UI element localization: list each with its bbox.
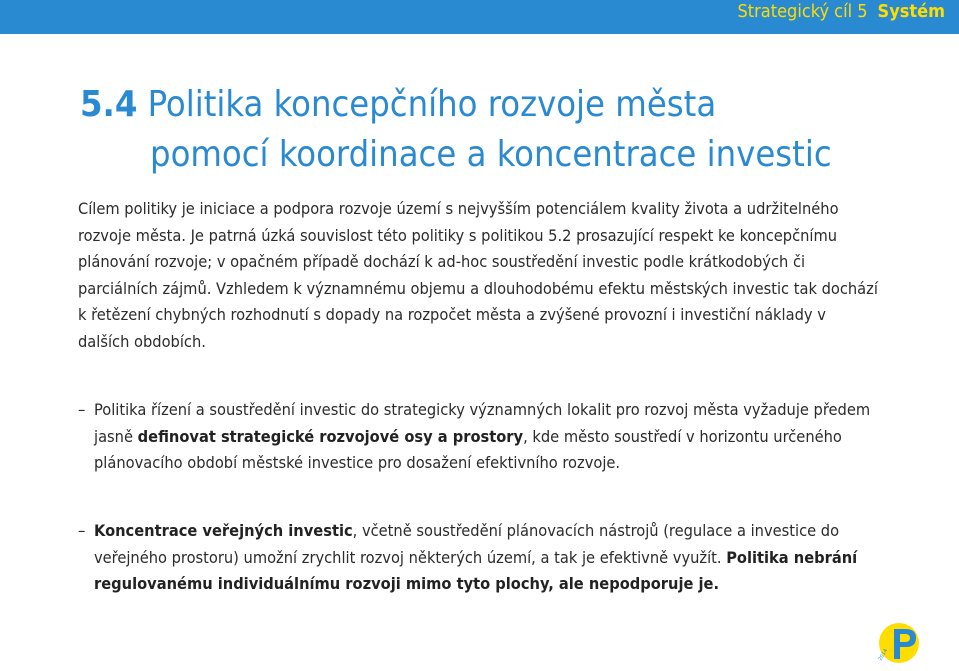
page-title — [80, 80, 940, 180]
title-number: 5.4 — [80, 84, 138, 125]
bullet-text: Politika řízení a soustředění investic do strategicky významných lokalit pro rozvoj města vyžaduje předem jasně — [94, 400, 871, 446]
logo-year: 2014 — [877, 647, 890, 662]
brno-p-logo-icon — [872, 621, 922, 665]
bullet-bold-text: Politika nebrání regulovanému individuálnímu rozvoji mimo tyto plochy, ale nepodporuje je. — [94, 547, 858, 594]
header-label — [738, 0, 945, 24]
bullet-dash: – — [78, 521, 86, 540]
bullet-bold-text: definovat strategické rozvojové osy a prostory — [137, 426, 524, 446]
title-line-1: Politika koncepčního rozvoje města — [147, 84, 717, 125]
intro-paragraph: Cílem politiky je iniciace a podpora rozvoje území s nejvyšším potenciálem kvality života a udržitelného rozvoje města. Je patrná úzká souvislost této politiky s politikou 5.2 prosazující respekt ke koncepčnímu plánování rozvoje; v opačném případě dochází k ad-hoc soustředění investic podle krátkodobých či parciálních zájmů. Vzhledem k významnému objemu a dlouhodobému efektu městských investic tak dochází k řetězení chybných rozhodnutí s dopady na rozpočet města a zvýšené provozní i investiční náklady v dalších obdobích. — [78, 199, 878, 351]
header-bar — [0, 0, 959, 34]
bullet-body — [78, 397, 908, 477]
bullet-text: , včetně soustředění plánovacích nástrojů (regulace a investice do veřejného prostoru) umožní zrychlit rozvoj některých území, a tak je efektivně využít. — [94, 521, 840, 567]
strategic-goal-label: Strategický cíl 5 — [737, 1, 868, 22]
section-label: Systém — [877, 1, 945, 22]
bullet-body — [78, 518, 908, 598]
title-line-2: pomocí koordinace a koncentrace investic — [150, 134, 832, 175]
bullet-item — [78, 518, 908, 598]
bullet-text: , kde město soustředí v horizontu určeného plánovacího období městské investice pro dosažení efektivního rozvoje. — [94, 426, 842, 473]
bullet-dash: – — [78, 400, 86, 419]
bullet-bold-text: Koncentrace veřejných investic — [94, 521, 353, 540]
bullet-item — [78, 397, 908, 477]
